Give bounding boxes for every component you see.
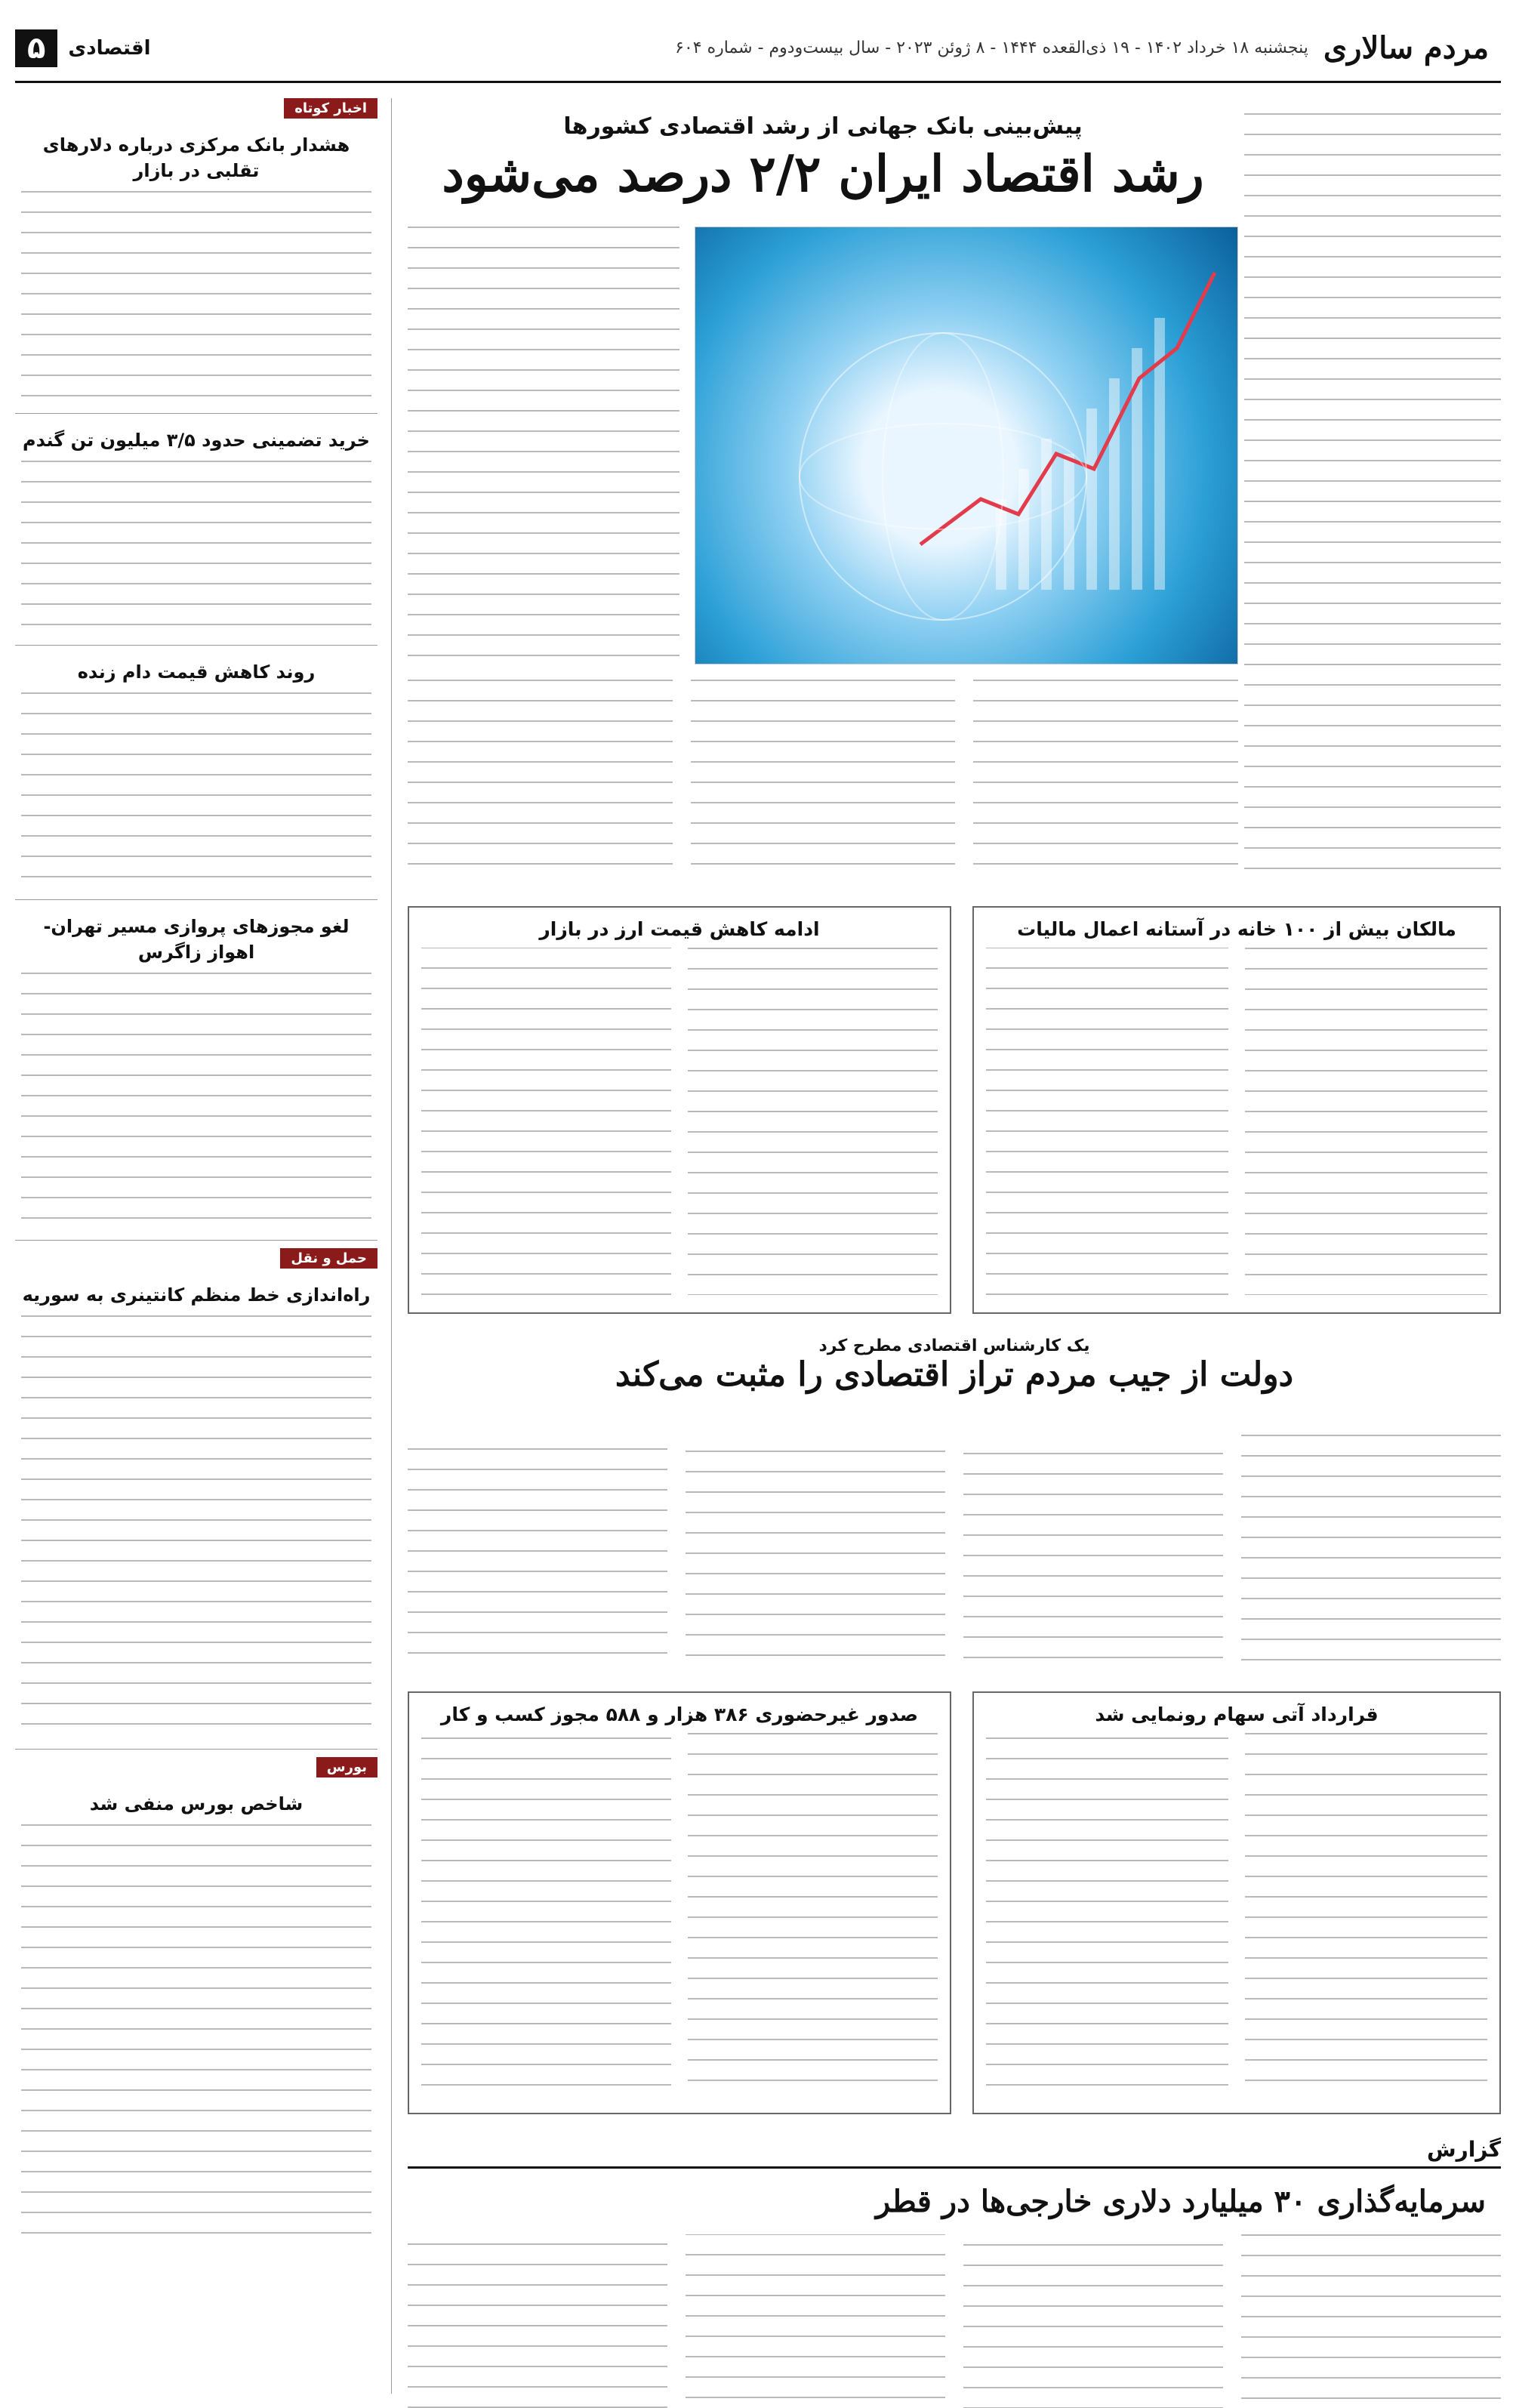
text-lines bbox=[21, 692, 371, 889]
bourse-article bbox=[15, 1777, 377, 2258]
masthead bbox=[675, 30, 1501, 66]
text-lines bbox=[21, 461, 371, 634]
main-content bbox=[408, 98, 1501, 2394]
permits-article-title: صدور غیرحضوری ۳۸۶ هزار و ۵۸۸ مجوز کسب و کار bbox=[440, 1703, 919, 1725]
bourse-article-title: شاخص بورس منفی شد bbox=[89, 1793, 304, 1814]
report-title: سرمایه‌گذاری ۳۰ میلیارد دلاری خارجی‌ها در قطر bbox=[875, 2184, 1486, 2219]
sidebar-badge-transport bbox=[15, 1241, 377, 1269]
sidebar-article bbox=[15, 646, 377, 900]
text-lines bbox=[21, 1315, 371, 1738]
sidebar-article-title: روند کاهش قیمت دام زنده bbox=[77, 661, 316, 683]
text-lines bbox=[986, 948, 1487, 1295]
text-lines bbox=[408, 680, 1238, 883]
text-lines bbox=[21, 1824, 371, 2247]
sidebar-article-title: هشدار بانک مرکزی درباره دلارهای تقلبی در بازار bbox=[42, 134, 350, 181]
text-lines bbox=[408, 227, 679, 664]
column-divider bbox=[391, 98, 392, 2394]
lead-body-left bbox=[408, 227, 679, 664]
expert-kicker: یک کارشناس اقتصادی مطرح کرد bbox=[818, 1337, 1090, 1355]
transport-badge: حمل و نقل bbox=[280, 1248, 377, 1269]
lead-body-bottom bbox=[408, 680, 1238, 883]
tax-article-body bbox=[986, 948, 1487, 1295]
page-number: ۵ bbox=[15, 29, 57, 67]
currency-article-title: ادامه کاهش قیمت ارز در بازار bbox=[539, 918, 820, 940]
sidebar-article-title: خرید تضمینی حدود ۳/۵ میلیون تن گندم bbox=[23, 430, 370, 451]
report-tag: گزارش bbox=[408, 2137, 1501, 2169]
expert-article-headline bbox=[408, 1337, 1501, 1394]
currency-article-body bbox=[421, 948, 938, 1295]
sidebar-article-body bbox=[21, 973, 371, 1229]
lead-kicker: پیش‌بینی بانک جهانی از رشد اقتصادی کشورها bbox=[563, 113, 1083, 140]
page-header bbox=[15, 15, 1501, 83]
transport-article bbox=[15, 1269, 377, 1750]
permits-article-body bbox=[421, 1733, 938, 2095]
text-lines bbox=[21, 191, 371, 402]
stocks-article-box bbox=[972, 1691, 1501, 2114]
transport-article-body bbox=[21, 1315, 371, 1738]
lead-title: رشد اقتصاد ایران ۲/۲ درصد می‌شود bbox=[442, 144, 1204, 203]
lead-headline bbox=[408, 113, 1238, 208]
newspaper-logo: مردم سالاری bbox=[1323, 30, 1489, 66]
issue-info: پنجشنبه ۱۸ خرداد ۱۴۰۲ - ۱۹ ذی‌القعده ۱۴۴۴ - ۸ ژوئن ۲۰۲۳ - سال بیست‌ودوم - شماره ۶۰۴ bbox=[675, 39, 1308, 57]
sidebar-article-body bbox=[21, 461, 371, 634]
text-lines bbox=[1244, 113, 1501, 883]
expert-article-body bbox=[408, 1435, 1501, 1661]
lead-body-right bbox=[1244, 113, 1501, 883]
report-body bbox=[408, 2234, 1501, 2408]
sidebar bbox=[15, 98, 377, 2394]
text-lines bbox=[408, 1435, 1501, 1661]
section-label bbox=[15, 29, 151, 67]
globe-chart-image bbox=[695, 227, 1238, 664]
sidebar-article-body bbox=[21, 191, 371, 402]
text-lines bbox=[21, 973, 371, 1229]
sidebar-article bbox=[15, 414, 377, 646]
sidebar-article-body bbox=[21, 692, 371, 889]
news-badge: اخبار کوتاه bbox=[284, 98, 377, 119]
bourse-badge: بورس bbox=[316, 1757, 377, 1777]
sidebar-badge-news bbox=[15, 98, 377, 119]
tax-article-box bbox=[972, 906, 1501, 1314]
text-lines bbox=[421, 948, 938, 1295]
text-lines bbox=[421, 1733, 938, 2095]
sidebar-badge-bourse bbox=[15, 1750, 377, 1777]
stocks-article-title: قرارداد آتی سهام رونمایی شد bbox=[1095, 1703, 1379, 1725]
report-section bbox=[408, 2137, 1501, 2408]
text-lines bbox=[986, 1733, 1487, 2095]
transport-article-title: راه‌اندازی خط منظم کانتینری به سوریه bbox=[22, 1284, 371, 1306]
expert-title: دولت از جیب مردم تراز اقتصادی را مثبت می‌کند bbox=[615, 1355, 1294, 1394]
sidebar-article-title: لغو مجوزهای پروازی مسیر تهران-اهواز زاگرس bbox=[43, 916, 350, 963]
tax-article-title: مالکان بیش از ۱۰۰ خانه در آستانه اعمال مالیات bbox=[1017, 918, 1456, 940]
growth-chart-graphic bbox=[695, 227, 1237, 664]
newspaper-page bbox=[15, 15, 1501, 2394]
currency-article-box bbox=[408, 906, 951, 1314]
text-lines bbox=[408, 2234, 1501, 2408]
sidebar-article bbox=[15, 900, 377, 1241]
permits-article-box bbox=[408, 1691, 951, 2114]
section-name: اقتصادی bbox=[68, 36, 151, 60]
sidebar-article bbox=[15, 119, 377, 414]
bourse-article-body bbox=[21, 1824, 371, 2247]
stocks-article-body bbox=[986, 1733, 1487, 2095]
